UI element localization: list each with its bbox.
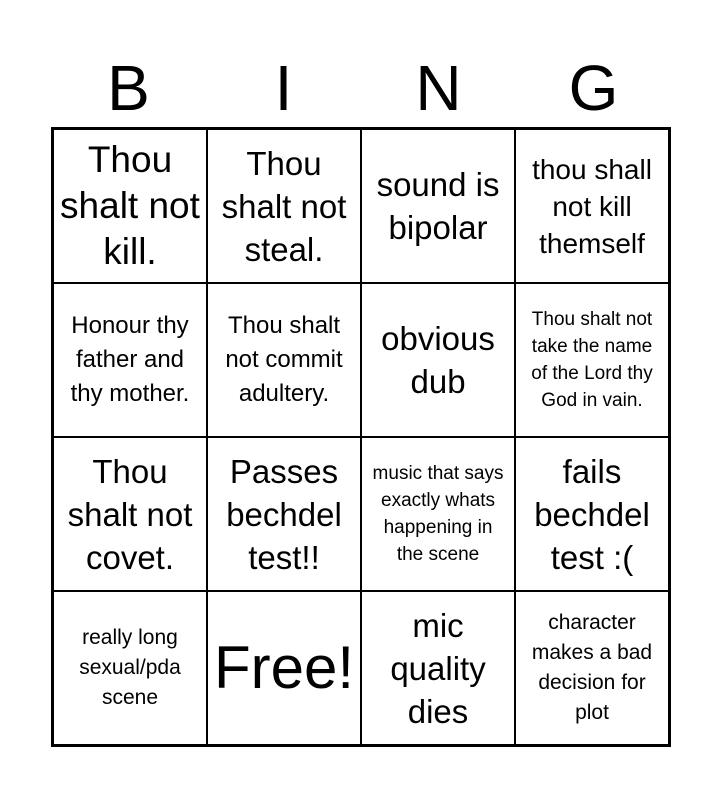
bingo-cell[interactable]	[361, 437, 515, 591]
bingo-cell[interactable]	[53, 283, 207, 437]
bingo-cell[interactable]	[53, 129, 207, 283]
cell-text: Thou shalt not steal.	[221, 144, 347, 268]
header-letter-n: N	[415, 52, 462, 124]
bingo-grid	[51, 127, 671, 747]
bingo-cell[interactable]	[361, 591, 515, 745]
cell-text: sound is bipolar	[376, 166, 500, 246]
cell-text: Thou shalt not covet.	[67, 452, 193, 576]
header-letter-g: G	[568, 52, 619, 124]
cell-text: obvious dub	[381, 320, 495, 400]
cell-text: character makes a bad decision for plot	[531, 611, 653, 724]
cell-text: Thou shalt not commit adultery.	[225, 312, 343, 407]
free-space-text: Free!	[213, 634, 355, 701]
cell-text: fails bechdel test :(	[534, 452, 650, 576]
bingo-cell[interactable]	[361, 129, 515, 283]
cell-text: really long sexual/pda scene	[79, 626, 181, 709]
header-letter-i: I	[274, 52, 293, 124]
bingo-cell[interactable]	[53, 437, 207, 591]
cell-text: Passes bechdel test!!	[226, 452, 342, 576]
bingo-cell[interactable]	[515, 591, 669, 745]
cell-text: Thou shalt not kill.	[60, 139, 200, 272]
cell-text: mic quality dies	[390, 606, 486, 730]
cell-text: thou shall not kill themself	[532, 153, 652, 259]
bingo-cell[interactable]	[515, 129, 669, 283]
bingo-cell[interactable]	[207, 437, 361, 591]
cell-text: Thou shalt not take the name of the Lord thy God in vain.	[531, 309, 653, 411]
bingo-cell[interactable]	[207, 283, 361, 437]
cell-text: music that says exactly whats happening in the scene	[372, 463, 504, 565]
bingo-cell-free[interactable]	[207, 591, 361, 745]
bingo-header	[51, 52, 671, 124]
bingo-cell[interactable]	[53, 591, 207, 745]
bingo-cell[interactable]	[515, 437, 669, 591]
bingo-cell[interactable]	[361, 283, 515, 437]
bingo-cell[interactable]	[207, 129, 361, 283]
bingo-cell[interactable]	[515, 283, 669, 437]
header-letter-b: B	[107, 52, 150, 124]
cell-text: Honour thy father and thy mother.	[70, 312, 190, 407]
